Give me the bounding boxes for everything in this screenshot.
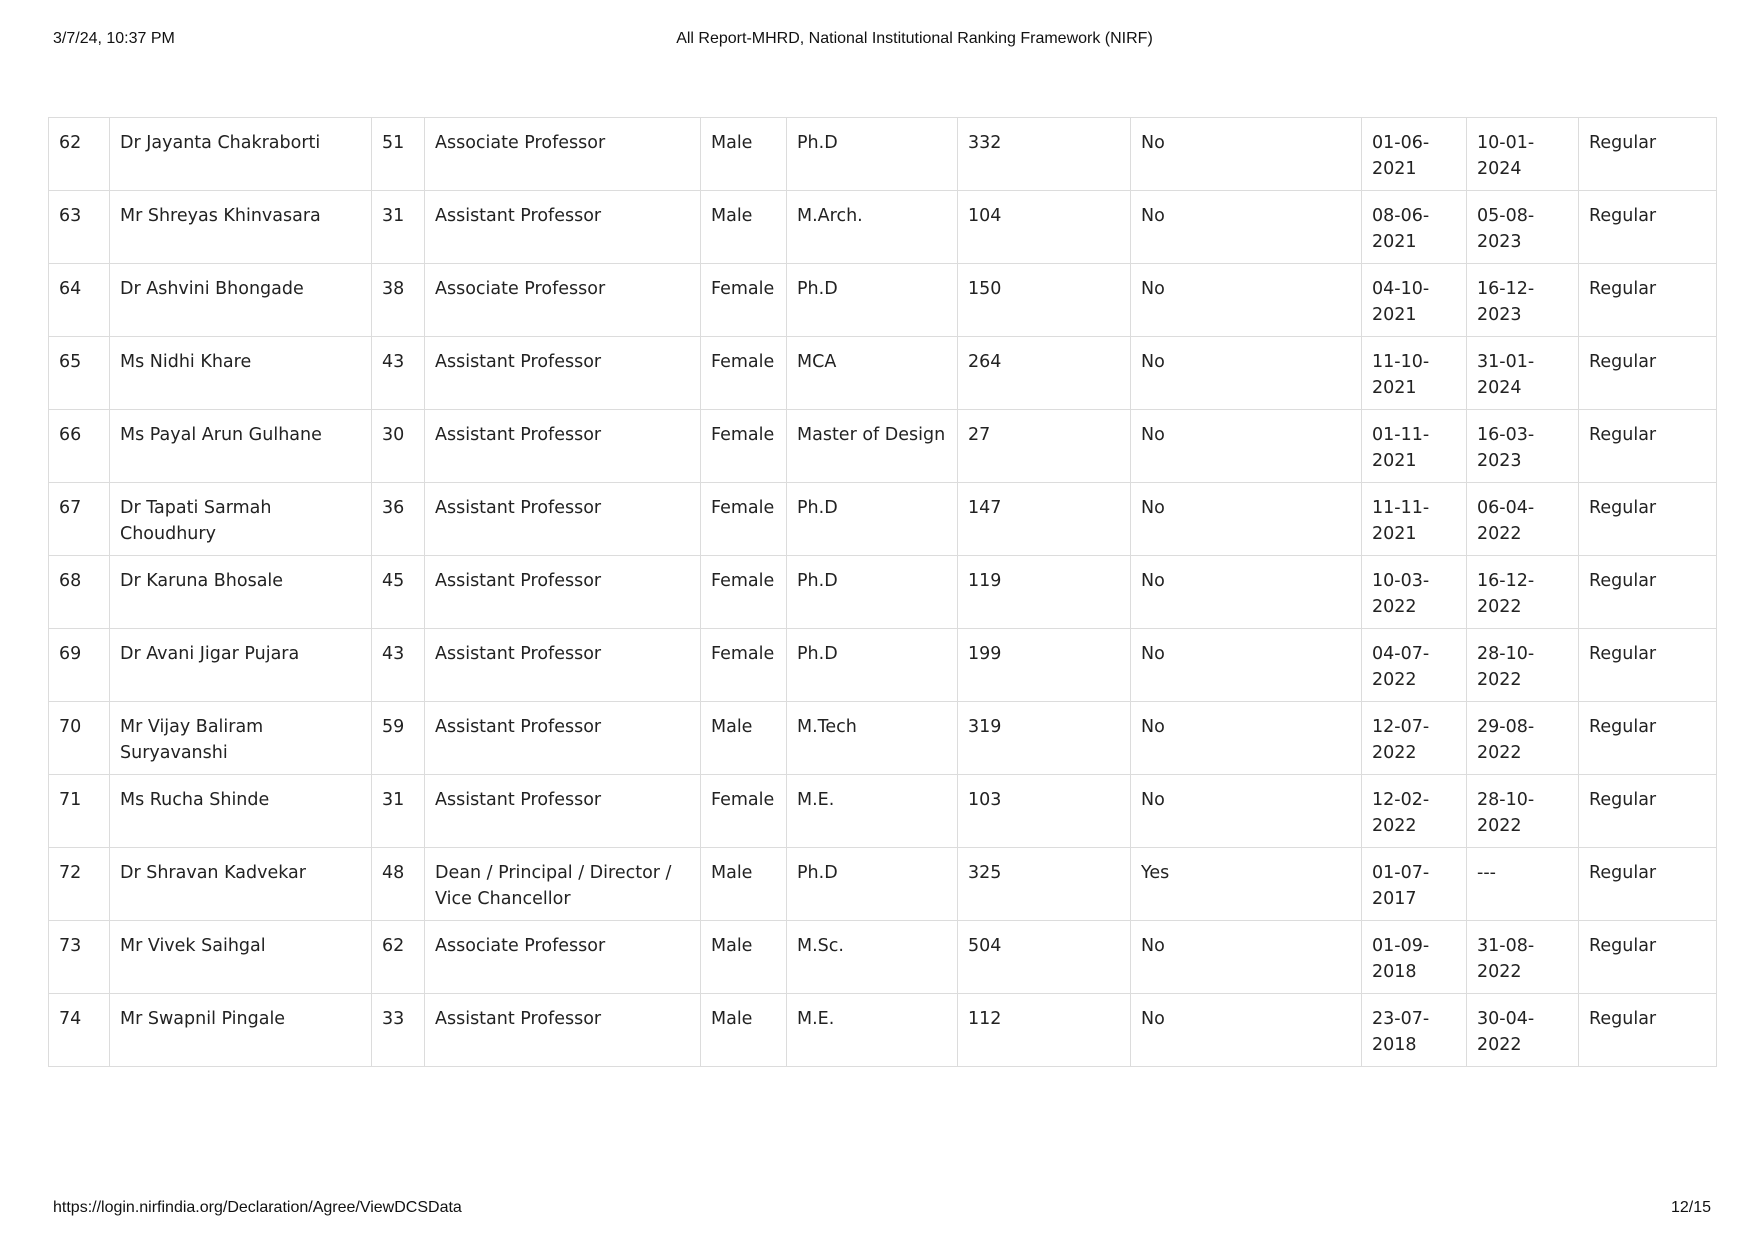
cell-phd-status: No bbox=[1131, 118, 1362, 191]
cell-association-type: Regular bbox=[1579, 848, 1717, 921]
cell-qualification: M.E. bbox=[787, 994, 958, 1067]
cell-association-type: Regular bbox=[1579, 994, 1717, 1067]
cell-gender: Male bbox=[701, 191, 787, 264]
cell-serial-no: 63 bbox=[49, 191, 110, 264]
cell-serial-no: 66 bbox=[49, 410, 110, 483]
cell-leaving-date: 28-10-2022 bbox=[1467, 629, 1579, 702]
cell-designation: Assistant Professor bbox=[425, 629, 701, 702]
cell-joining-date: 04-07-2022 bbox=[1362, 629, 1467, 702]
cell-designation: Associate Professor bbox=[425, 921, 701, 994]
cell-gender: Female bbox=[701, 629, 787, 702]
cell-phd-status: No bbox=[1131, 775, 1362, 848]
cell-joining-date: 23-07-2018 bbox=[1362, 994, 1467, 1067]
cell-faculty-name: Mr Swapnil Pingale bbox=[110, 994, 372, 1067]
cell-leaving-date: 10-01-2024 bbox=[1467, 118, 1579, 191]
cell-phd-status: No bbox=[1131, 702, 1362, 775]
cell-faculty-name: Mr Vijay Baliram Suryavanshi bbox=[110, 702, 372, 775]
cell-faculty-name: Ms Payal Arun Gulhane bbox=[110, 410, 372, 483]
table-row bbox=[49, 994, 1717, 1067]
table-row bbox=[49, 921, 1717, 994]
cell-association-type: Regular bbox=[1579, 556, 1717, 629]
cell-experience-months: 332 bbox=[958, 118, 1131, 191]
cell-age: 33 bbox=[372, 994, 425, 1067]
cell-leaving-date: 16-12-2022 bbox=[1467, 556, 1579, 629]
cell-phd-status: No bbox=[1131, 629, 1362, 702]
cell-leaving-date: 29-08-2022 bbox=[1467, 702, 1579, 775]
table-row bbox=[49, 702, 1717, 775]
cell-qualification: Master of Design bbox=[787, 410, 958, 483]
cell-serial-no: 65 bbox=[49, 337, 110, 410]
table-row bbox=[49, 264, 1717, 337]
cell-association-type: Regular bbox=[1579, 921, 1717, 994]
cell-age: 31 bbox=[372, 191, 425, 264]
cell-phd-status: No bbox=[1131, 264, 1362, 337]
cell-joining-date: 12-07-2022 bbox=[1362, 702, 1467, 775]
cell-designation: Associate Professor bbox=[425, 118, 701, 191]
cell-gender: Male bbox=[701, 848, 787, 921]
cell-qualification: M.Arch. bbox=[787, 191, 958, 264]
cell-leaving-date: 31-08-2022 bbox=[1467, 921, 1579, 994]
cell-qualification: Ph.D bbox=[787, 118, 958, 191]
cell-leaving-date: 06-04-2022 bbox=[1467, 483, 1579, 556]
cell-leaving-date: 16-03-2023 bbox=[1467, 410, 1579, 483]
cell-phd-status: No bbox=[1131, 556, 1362, 629]
table-row bbox=[49, 556, 1717, 629]
cell-designation: Assistant Professor bbox=[425, 337, 701, 410]
cell-joining-date: 04-10-2021 bbox=[1362, 264, 1467, 337]
cell-joining-date: 01-09-2018 bbox=[1362, 921, 1467, 994]
cell-faculty-name: Dr Jayanta Chakraborti bbox=[110, 118, 372, 191]
cell-qualification: Ph.D bbox=[787, 629, 958, 702]
cell-serial-no: 74 bbox=[49, 994, 110, 1067]
cell-experience-months: 319 bbox=[958, 702, 1131, 775]
cell-phd-status: No bbox=[1131, 191, 1362, 264]
cell-phd-status: Yes bbox=[1131, 848, 1362, 921]
cell-leaving-date: 05-08-2023 bbox=[1467, 191, 1579, 264]
cell-qualification: MCA bbox=[787, 337, 958, 410]
cell-gender: Female bbox=[701, 483, 787, 556]
cell-faculty-name: Mr Shreyas Khinvasara bbox=[110, 191, 372, 264]
cell-designation: Assistant Professor bbox=[425, 410, 701, 483]
cell-serial-no: 64 bbox=[49, 264, 110, 337]
cell-qualification: Ph.D bbox=[787, 556, 958, 629]
cell-association-type: Regular bbox=[1579, 264, 1717, 337]
cell-experience-months: 504 bbox=[958, 921, 1131, 994]
cell-leaving-date: 16-12-2023 bbox=[1467, 264, 1579, 337]
cell-designation: Assistant Professor bbox=[425, 556, 701, 629]
cell-phd-status: No bbox=[1131, 483, 1362, 556]
cell-association-type: Regular bbox=[1579, 483, 1717, 556]
cell-experience-months: 103 bbox=[958, 775, 1131, 848]
cell-joining-date: 01-11-2021 bbox=[1362, 410, 1467, 483]
cell-association-type: Regular bbox=[1579, 702, 1717, 775]
cell-joining-date: 01-06-2021 bbox=[1362, 118, 1467, 191]
cell-serial-no: 70 bbox=[49, 702, 110, 775]
cell-experience-months: 264 bbox=[958, 337, 1131, 410]
faculty-table-body bbox=[49, 118, 1717, 1067]
cell-qualification: Ph.D bbox=[787, 848, 958, 921]
cell-association-type: Regular bbox=[1579, 337, 1717, 410]
cell-age: 59 bbox=[372, 702, 425, 775]
cell-joining-date: 11-10-2021 bbox=[1362, 337, 1467, 410]
cell-age: 31 bbox=[372, 775, 425, 848]
cell-joining-date: 11-11-2021 bbox=[1362, 483, 1467, 556]
cell-experience-months: 112 bbox=[958, 994, 1131, 1067]
cell-joining-date: 08-06-2021 bbox=[1362, 191, 1467, 264]
cell-leaving-date: --- bbox=[1467, 848, 1579, 921]
cell-gender: Male bbox=[701, 702, 787, 775]
cell-gender: Female bbox=[701, 337, 787, 410]
cell-faculty-name: Dr Shravan Kadvekar bbox=[110, 848, 372, 921]
cell-serial-no: 62 bbox=[49, 118, 110, 191]
cell-faculty-name: Ms Nidhi Khare bbox=[110, 337, 372, 410]
cell-serial-no: 67 bbox=[49, 483, 110, 556]
cell-phd-status: No bbox=[1131, 921, 1362, 994]
cell-age: 36 bbox=[372, 483, 425, 556]
cell-leaving-date: 28-10-2022 bbox=[1467, 775, 1579, 848]
cell-experience-months: 104 bbox=[958, 191, 1131, 264]
cell-experience-months: 147 bbox=[958, 483, 1131, 556]
cell-designation: Assistant Professor bbox=[425, 191, 701, 264]
table-row bbox=[49, 775, 1717, 848]
cell-qualification: M.Sc. bbox=[787, 921, 958, 994]
cell-age: 45 bbox=[372, 556, 425, 629]
table-row bbox=[49, 483, 1717, 556]
cell-association-type: Regular bbox=[1579, 775, 1717, 848]
cell-serial-no: 68 bbox=[49, 556, 110, 629]
cell-joining-date: 01-07-2017 bbox=[1362, 848, 1467, 921]
cell-designation: Associate Professor bbox=[425, 264, 701, 337]
cell-age: 48 bbox=[372, 848, 425, 921]
cell-experience-months: 325 bbox=[958, 848, 1131, 921]
cell-designation: Assistant Professor bbox=[425, 483, 701, 556]
cell-experience-months: 150 bbox=[958, 264, 1131, 337]
cell-serial-no: 69 bbox=[49, 629, 110, 702]
cell-age: 62 bbox=[372, 921, 425, 994]
cell-leaving-date: 30-04-2022 bbox=[1467, 994, 1579, 1067]
cell-faculty-name: Dr Tapati Sarmah Choudhury bbox=[110, 483, 372, 556]
cell-age: 43 bbox=[372, 629, 425, 702]
cell-association-type: Regular bbox=[1579, 118, 1717, 191]
cell-experience-months: 119 bbox=[958, 556, 1131, 629]
cell-designation: Assistant Professor bbox=[425, 775, 701, 848]
cell-experience-months: 199 bbox=[958, 629, 1131, 702]
table-row bbox=[49, 629, 1717, 702]
cell-faculty-name: Mr Vivek Saihgal bbox=[110, 921, 372, 994]
cell-serial-no: 71 bbox=[49, 775, 110, 848]
cell-faculty-name: Ms Rucha Shinde bbox=[110, 775, 372, 848]
cell-designation: Assistant Professor bbox=[425, 994, 701, 1067]
cell-association-type: Regular bbox=[1579, 410, 1717, 483]
cell-joining-date: 10-03-2022 bbox=[1362, 556, 1467, 629]
cell-age: 30 bbox=[372, 410, 425, 483]
cell-qualification: Ph.D bbox=[787, 483, 958, 556]
cell-gender: Male bbox=[701, 921, 787, 994]
cell-serial-no: 72 bbox=[49, 848, 110, 921]
cell-faculty-name: Dr Karuna Bhosale bbox=[110, 556, 372, 629]
table-row bbox=[49, 410, 1717, 483]
cell-age: 38 bbox=[372, 264, 425, 337]
cell-qualification: M.Tech bbox=[787, 702, 958, 775]
page-number: 12/15 bbox=[1670, 1199, 1711, 1216]
cell-joining-date: 12-02-2022 bbox=[1362, 775, 1467, 848]
cell-designation: Assistant Professor bbox=[425, 702, 701, 775]
cell-serial-no: 73 bbox=[49, 921, 110, 994]
cell-qualification: M.E. bbox=[787, 775, 958, 848]
cell-phd-status: No bbox=[1131, 410, 1362, 483]
cell-experience-months: 27 bbox=[958, 410, 1131, 483]
cell-phd-status: No bbox=[1131, 994, 1362, 1067]
cell-gender: Male bbox=[701, 994, 787, 1067]
cell-association-type: Regular bbox=[1579, 629, 1717, 702]
cell-gender: Female bbox=[701, 775, 787, 848]
cell-gender: Female bbox=[701, 264, 787, 337]
cell-age: 43 bbox=[372, 337, 425, 410]
faculty-table bbox=[48, 117, 1717, 1067]
cell-gender: Female bbox=[701, 410, 787, 483]
print-datetime: 3/7/24, 10:37 PM bbox=[53, 30, 175, 47]
cell-gender: Female bbox=[701, 556, 787, 629]
cell-phd-status: No bbox=[1131, 337, 1362, 410]
cell-faculty-name: Dr Avani Jigar Pujara bbox=[110, 629, 372, 702]
cell-leaving-date: 31-01-2024 bbox=[1467, 337, 1579, 410]
table-row bbox=[49, 848, 1717, 921]
cell-qualification: Ph.D bbox=[787, 264, 958, 337]
page-title: All Report-MHRD, National Institutional Ranking Framework (NIRF) bbox=[676, 30, 1153, 47]
cell-age: 51 bbox=[372, 118, 425, 191]
page-url[interactable]: https://login.nirfindia.org/Declaration/Agree/ViewDCSData bbox=[53, 1199, 462, 1216]
table-row bbox=[49, 191, 1717, 264]
cell-designation: Dean / Principal / Director / Vice Chancellor bbox=[425, 848, 701, 921]
cell-gender: Male bbox=[701, 118, 787, 191]
table-row bbox=[49, 118, 1717, 191]
cell-faculty-name: Dr Ashvini Bhongade bbox=[110, 264, 372, 337]
table-row bbox=[49, 337, 1717, 410]
cell-association-type: Regular bbox=[1579, 191, 1717, 264]
